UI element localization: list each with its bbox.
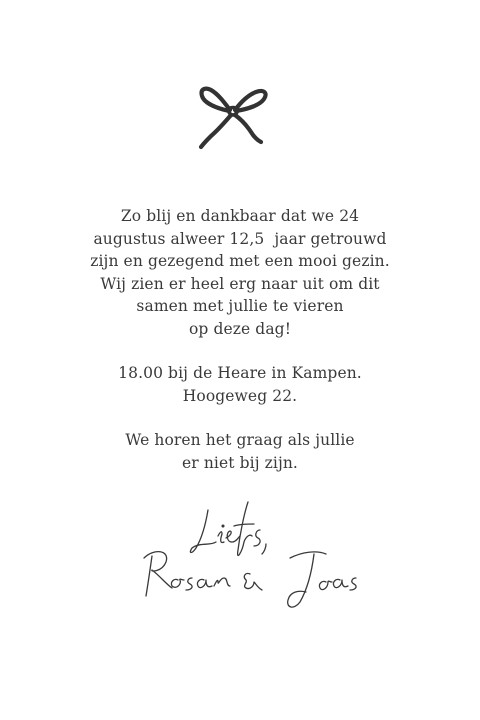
text-line: zijn en gezegend met een mooi gezin. [90, 252, 390, 270]
text-line: samen met jullie te vieren [136, 297, 344, 315]
text-line: augustus alweer 12,5 jaar getrouwd [93, 229, 387, 248]
paragraph-message [40, 205, 440, 340]
text-line: Hoogeweg 22. [182, 386, 298, 405]
invitation-text [40, 205, 440, 474]
text-line: We horen het graag als jullie [125, 431, 355, 449]
text-line: 18.00 bij de Heare in Kampen. [118, 364, 362, 382]
text-line: Zo blij en dankbaar dat we 24 [120, 207, 360, 225]
handwritten-signature [130, 492, 360, 617]
paragraph-rsvp [40, 429, 440, 474]
text-line: Wij zien er heel erg naar uit om dit [100, 274, 380, 293]
bow-icon [194, 84, 272, 152]
text-line: er niet bij zijn. [182, 453, 298, 472]
paragraph-location [40, 362, 440, 407]
text-line: op deze dag! [188, 319, 292, 338]
